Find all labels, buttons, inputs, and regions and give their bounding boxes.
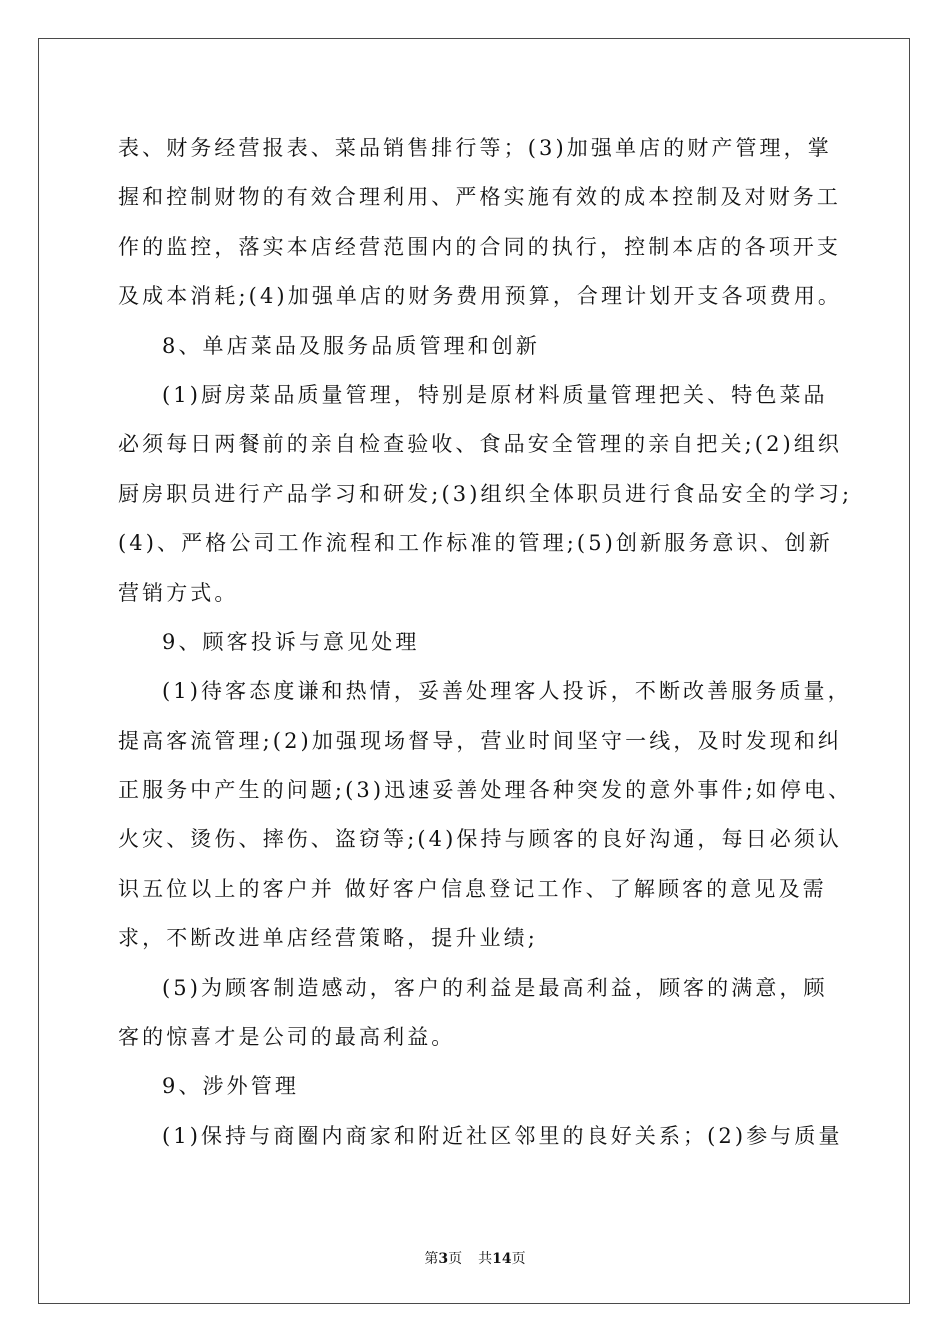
text-line: 厨房职员进行产品学习和研发;(3)组织全体职员进行食品安全的学习; — [118, 481, 853, 506]
footer-total-suffix: 页 — [511, 1251, 526, 1267]
text-line: 表、财务经营报表、菜品销售排行等；(3)加强单店的财产管理，掌 — [118, 136, 832, 160]
text-line: 握和控制财物的有效合理利用、严格实施有效的成本控制及对财务工 — [118, 185, 841, 210]
total-pages: 14 — [492, 1251, 512, 1267]
text-line: 必须每日两餐前的亲自检查验收、食品安全管理的亲自把关;(2)组织 — [118, 432, 843, 457]
footer-page-suffix: 页 — [448, 1251, 463, 1267]
section-heading-9-foreign: 9、涉外管理 — [162, 1074, 299, 1099]
text-line: 求，不断改进单店经营策略，提升业绩; — [118, 926, 538, 951]
text-line: (5)为顾客制造感动，客户的利益是最高利益，顾客的满意，顾 — [162, 975, 828, 1000]
text-line: 客的惊喜才是公司的最高利益。 — [118, 1025, 456, 1050]
document-body — [118, 128, 853, 1165]
text-line: 营销方式。 — [118, 580, 239, 605]
text-line: 火灾、烫伤、摔伤、盗窃等;(4)保持与顾客的良好沟通，每日必须认 — [118, 827, 843, 852]
text-line: (1)厨房菜品质量管理，特别是原材料质量管理把关、特色菜品 — [162, 382, 828, 407]
footer-prefix: 第 — [424, 1251, 439, 1267]
text-line: (1)待客态度谦和热情，妥善处理客人投诉，不断改善服务质量， — [162, 679, 852, 704]
section-heading-9-complaints: 9、顾客投诉与意见处理 — [162, 629, 420, 654]
text-line: 识五位以上的客户并 做好客户信息登记工作、了解顾客的意见及需 — [118, 876, 827, 901]
text-line: 正服务中产生的问题;(3)迅速妥善处理各种突发的意外事件;如停电、 — [118, 778, 853, 803]
section-heading-8: 8、单店菜品及服务品质管理和创新 — [162, 333, 540, 358]
text-line: 作的监控，落实本店经营范围内的合同的执行，控制本店的各项开支 — [118, 234, 841, 259]
text-line: 及成本消耗;(4)加强单店的财务费用预算，合理计划开支各项费用。 — [118, 284, 843, 309]
text-line: 提高客流管理;(2)加强现场督导，营业时间坚守一线，及时发现和纠 — [118, 728, 843, 753]
text-line: (1)保持与商圈内商家和附近社区邻里的良好关系；(2)参与质量 — [162, 1123, 843, 1148]
footer-total-prefix: 共 — [478, 1251, 493, 1267]
page-number: 3 — [438, 1251, 449, 1267]
page-footer — [0, 1250, 950, 1268]
text-line: (4)、严格公司工作流程和工作标准的管理;(5)创新服务意识、创新 — [118, 531, 833, 556]
